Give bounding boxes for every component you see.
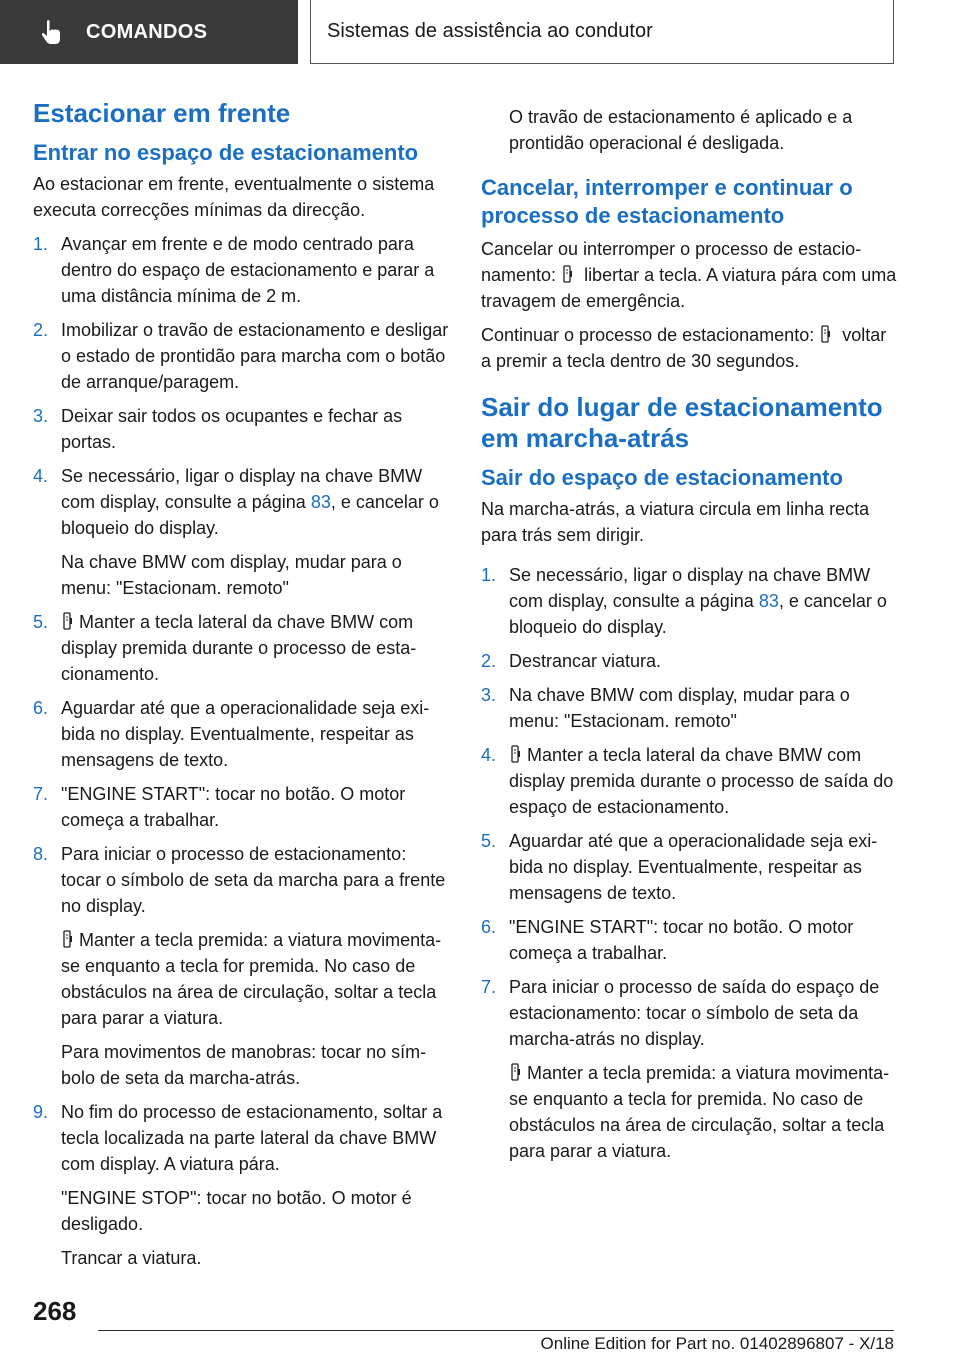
enter-steps-list bbox=[33, 231, 451, 1271]
page-link[interactable]: 83 bbox=[310, 492, 331, 512]
cancel-paragraph: Cancelar ou interromper o processo de estacionamento: libertar a tecla. A viatura pára com uma travagem de emergência. bbox=[481, 239, 897, 311]
page-number: 268 bbox=[33, 1296, 77, 1326]
header-section: Sistemas de assistência ao condutor bbox=[327, 20, 653, 42]
list-item: 1. Avançar em frente e de modo centrado para dentro do espaço de estacionamento e parar a uma distância mínima de 2 m. bbox=[33, 234, 435, 306]
edition-note: Online Edition for Part no. 01402896807 - X/18 bbox=[540, 1334, 894, 1353]
key-button-icon bbox=[821, 325, 831, 343]
list-item: 9. No fim do processo de estacionamento, soltar a tecla localizada na parte lateral da chave BMW com display. A viatura pára. "ENGINE STOP": tocar no botão. O motor é desligado. Trancar a viatura. bbox=[33, 1102, 443, 1268]
section-title-exit-reverse: Sair do lugar de estacionamento em marcha-atrás bbox=[481, 392, 883, 453]
list-item: 5. Manter a tecla lateral da chave BMW com display premida durante o processo de estacionamento. bbox=[33, 612, 417, 684]
list-item: 4. Se necessário, ligar o display na chave BMW com display, consulte a página 83, e cancelar o bloqueio do display. Na chave BMW com display, mudar para o menu: "Estacionam. remoto" bbox=[33, 466, 439, 598]
exit-steps-list bbox=[481, 562, 899, 1164]
header-category-tab bbox=[0, 0, 298, 64]
section-title-park-forward: Estacionar em frente bbox=[33, 98, 291, 128]
continue-paragraph: Continuar o processo de estacionamento: voltar a premir a tecla dentro de 30 segundos. bbox=[481, 325, 887, 371]
list-item: 5. Aguardar até que a operacionalidade seja exibida no display. Eventualmente, respeitar as mensagens de texto. bbox=[481, 831, 878, 903]
key-button-icon bbox=[511, 1063, 521, 1081]
right-column bbox=[481, 104, 899, 1172]
list-item: 6. "ENGINE START": tocar no botão. O motor começa a trabalhar. bbox=[481, 917, 854, 963]
key-button-icon bbox=[63, 612, 73, 630]
left-column bbox=[33, 98, 451, 1279]
hand-pointer-icon bbox=[38, 17, 68, 47]
header-category: COMANDOS bbox=[86, 20, 208, 43]
key-button-icon bbox=[511, 745, 521, 763]
list-item: 3. Deixar sair todos os ocupantes e fechar as portas. bbox=[33, 406, 403, 452]
list-item: 4. Manter a tecla lateral da chave BMW com display premida durante o processo de saída do espaço de estacionamento. bbox=[481, 745, 894, 817]
list-item: 1. Se necessário, ligar o display na chave BMW com display, consulte a página 83, e cancelar o bloqueio do display. bbox=[481, 565, 887, 637]
subtitle-exit-space: Sair do espaço de estacionamento bbox=[481, 465, 843, 490]
intro-paragraph: Ao estacionar em frente, eventualmente o sistema executa correcções mínimas da direcção. bbox=[33, 174, 435, 220]
list-item: 2. Imobilizar o travão de estacionamento e desligar o estado de prontidão para marcha com o botão de arranque/paragem. bbox=[33, 320, 449, 392]
subtitle-cancel: Cancelar, interromper e continuar o processo de estacionamento bbox=[481, 175, 853, 228]
list-item: 7. "ENGINE START": tocar no botão. O motor começa a trabalhar. bbox=[33, 784, 406, 830]
header-section-box bbox=[310, 0, 894, 64]
list-item: 7. Para iniciar o processo de saída do espaço de estacionamento: tocar o símbolo de seta da marcha-atrás no display. Manter a tecla premida: a viatura movimenta-se enquanto a tecla for premida. No caso de obstáculos na área de circulação, soltar a tecla para parar a viatura. bbox=[481, 977, 890, 1161]
list-item: 2. Destrancar viatura. bbox=[481, 651, 662, 671]
page-link[interactable]: 83 bbox=[758, 591, 779, 611]
footer-divider bbox=[98, 1330, 894, 1331]
continued-step bbox=[481, 104, 899, 156]
list-item: O travão de estacionamento é aplicado e a prontidão operacional é desligada. bbox=[509, 107, 853, 153]
list-item: 3. Na chave BMW com display, mudar para o menu: "Estacionam. remoto" bbox=[481, 685, 850, 731]
key-button-icon bbox=[563, 265, 573, 283]
list-item: 6. Aguardar até que a operacionalidade seja exibida no display. Eventualmente, respeitar as mensagens de texto. bbox=[33, 698, 430, 770]
subtitle-enter-space: Entrar no espaço de estacionamento bbox=[33, 140, 419, 165]
exit-intro-paragraph: Na marcha-atrás, a viatura circula em linha recta para trás sem dirigir. bbox=[481, 499, 870, 545]
key-button-icon bbox=[63, 930, 73, 948]
list-item: 8. Para iniciar o processo de estacionamento: tocar o símbolo de seta da marcha para a frente no display. Manter a tecla premida: a viatura movimenta-se enquanto a tecla for premida. No caso de obstáculos na área de circulação, soltar a tecla para parar a viatura. Para movimentos de manobras: tocar no símbolo de seta da marcha-atrás. bbox=[33, 844, 446, 1088]
